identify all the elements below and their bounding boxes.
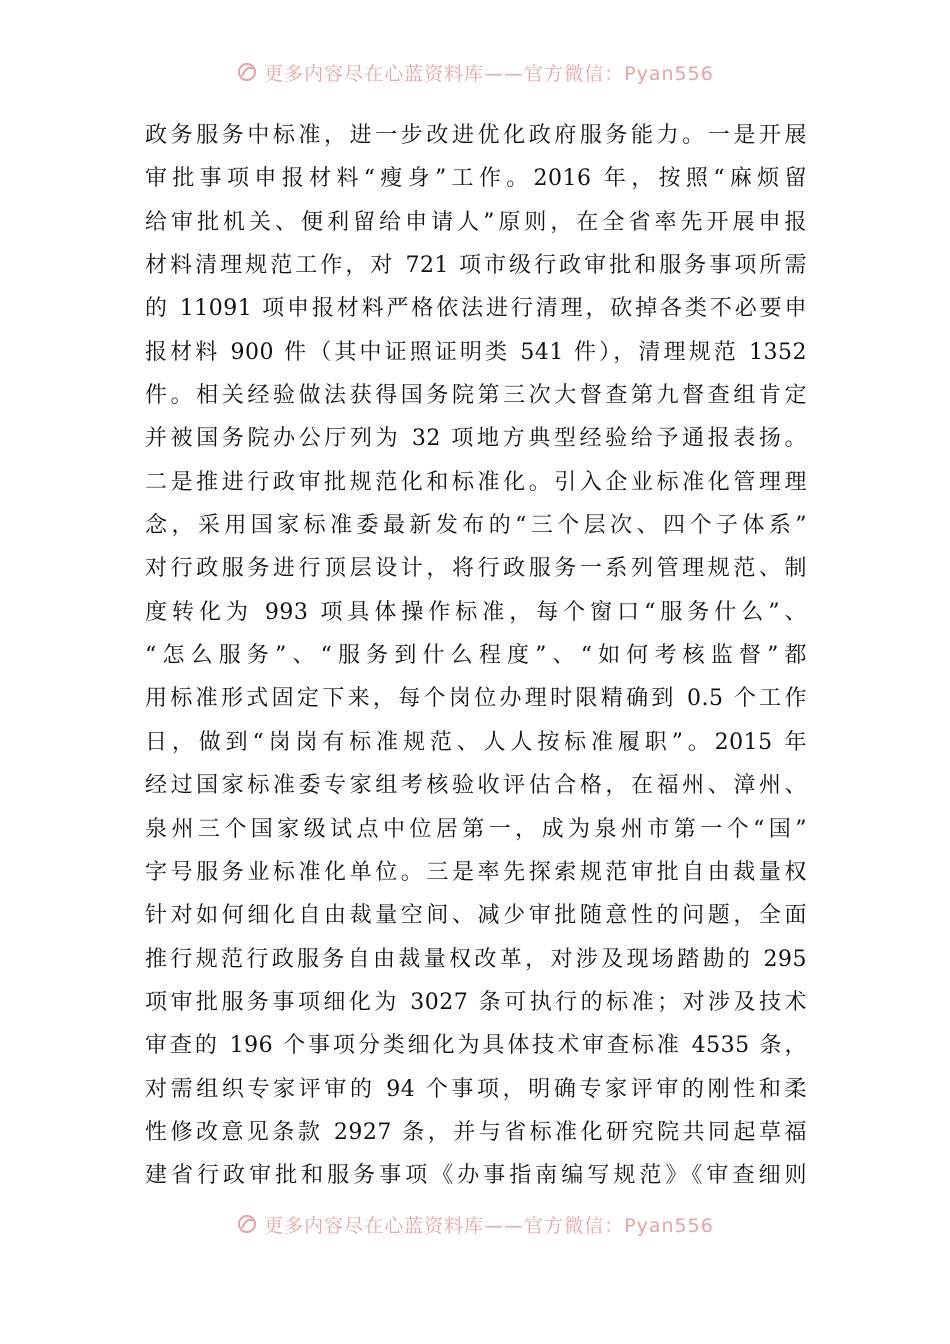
text-line: “怎么服务”、“服务到什么程度”、“如何考核监督”都 <box>145 643 807 669</box>
logo-icon <box>236 61 258 83</box>
text-line: 针对如何细化自由裁量空间、减少审批随意性的问题，全面 <box>145 903 807 929</box>
text-line: 用标准形式固定下来，每个岗位办理时限精确到 0.5 个工作 <box>145 686 807 712</box>
text-line: 项审批服务事项细化为 3027 条可执行的标准；对涉及技术 <box>145 989 807 1015</box>
text-line: 对需组织专家评审的 94 个事项，明确专家评审的刚性和柔 <box>145 1076 807 1102</box>
text-line: 念，采用国家标准委最新发布的“三个层次、四个子体系” <box>145 513 807 539</box>
text-line: 建省行政审批和服务事项《办事指南编写规范》《审查细则 <box>145 1163 807 1189</box>
text-line: 并被国务院办公厅列为 32 项地方典型经验给予通报表扬。 <box>145 426 807 452</box>
watermark-footer <box>0 1210 950 1238</box>
text-line: 给审批机关、便利留给申请人”原则，在全省率先开展申报 <box>145 209 807 235</box>
text-line: 性修改意见条款 2927 条，并与省标准化研究院共同起草福 <box>145 1119 807 1145</box>
text-line: 泉州三个国家级试点中位居第一，成为泉州市第一个“国” <box>145 816 807 842</box>
text-line: 推行规范行政服务自由裁量权改革，对涉及现场踏勘的 295 <box>145 946 807 972</box>
text-line: 经过国家标准委专家组考核验收评估合格，在福州、漳州、 <box>145 773 807 799</box>
text-line: 二是推进行政审批规范化和标准化。引入企业标准化管理理 <box>145 469 807 495</box>
document-body <box>145 114 807 1198</box>
logo-icon <box>236 1213 258 1235</box>
text-line: 的 11091 项申报材料严格依法进行清理，砍掉各类不必要申 <box>145 296 807 322</box>
text-line: 政务服务中标准，进一步改进优化政府服务能力。一是开展 <box>145 123 807 148</box>
text-line: 审查的 196 个事项分类细化为具体技术审查标准 4535 条， <box>145 1033 807 1059</box>
watermark-header <box>0 58 950 86</box>
text-line: 度转化为 993 项具体操作标准，每个窗口“服务什么”、 <box>145 599 807 625</box>
text-line: 审批事项申报材料“瘦身”工作。2016 年，按照“麻烦留 <box>145 166 807 192</box>
text-line: 对行政服务进行顶层设计，将行政服务一系列管理规范、制 <box>145 556 807 582</box>
watermark-text: 更多内容尽在心蓝资料库——官方微信：Pyan556 <box>264 1214 714 1237</box>
text-line: 日，做到“岗岗有标准规范、人人按标准履职”。2015 年 <box>145 729 807 755</box>
watermark-text: 更多内容尽在心蓝资料库——官方微信：Pyan556 <box>264 62 714 85</box>
text-line: 件。相关经验做法获得国务院第三次大督查第九督查组肯定 <box>145 383 807 409</box>
text-line: 材料清理规范工作，对 721 项市级行政审批和服务事项所需 <box>145 253 807 279</box>
text-line: 字号服务业标准化单位。三是率先探索规范审批自由裁量权 <box>145 859 807 885</box>
text-line: 报材料 900 件（其中证照证明类 541 件），清理规范 1352 <box>145 339 807 365</box>
